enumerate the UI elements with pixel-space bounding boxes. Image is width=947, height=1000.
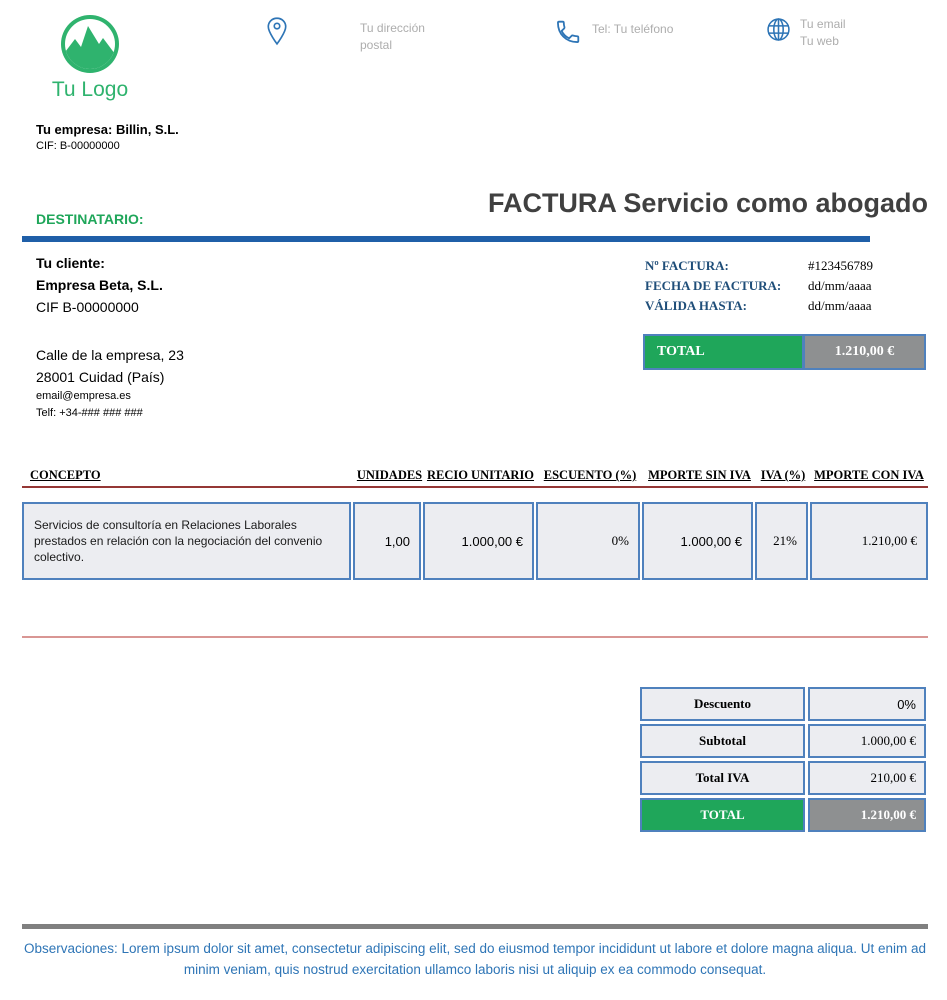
summary-row-total [640, 798, 926, 832]
client-label: Tu cliente: [36, 255, 105, 271]
header-importe-sin-iva: MPORTE SIN IVA [648, 468, 751, 482]
item-row [22, 502, 928, 580]
item-unidades: 1,00 [353, 502, 421, 580]
summary-subtotal-label: Subtotal [640, 724, 805, 758]
item-descuento: 0% [536, 502, 640, 580]
email-web-placeholder [800, 16, 846, 50]
client-phone: Telf: +34-### ### ### [36, 407, 143, 419]
location-pin-icon [266, 16, 288, 48]
title-rule [22, 236, 870, 242]
summary-row-descuento [640, 687, 926, 721]
header-iva: IVA (%) [760, 468, 806, 482]
summary-table [640, 687, 926, 835]
summary-total-iva-value: 210,00 € [808, 761, 926, 795]
invoice-date-value: dd/mm/aaaa [808, 278, 872, 293]
valid-until-value: dd/mm/aaaa [808, 298, 872, 313]
invoice-title: FACTURA Servicio como abogado [487, 188, 928, 218]
issuer-cif: CIF: B-00000000 [36, 140, 120, 152]
summary-total-label: TOTAL [640, 798, 805, 832]
phone-icon [554, 19, 581, 46]
client-address1: Calle de la empresa, 23 [36, 347, 184, 363]
item-iva: 21% [755, 502, 808, 580]
issuer-block [36, 122, 179, 152]
web-placeholder: Tu web [800, 34, 839, 48]
item-concepto: Servicios de consultoría en Relaciones Laborales prestados en relación con la negociación del convenio colectivo. [22, 502, 351, 580]
summary-descuento-label: Descuento [640, 687, 805, 721]
globe-icon [766, 17, 791, 42]
address-placeholder: Tu dirección postal [360, 21, 425, 52]
summary-total-value: 1.210,00 € [808, 798, 926, 832]
meta-row-number [645, 256, 873, 276]
item-importe-con-iva: 1.210,00 € [810, 502, 928, 580]
section-divider [22, 636, 928, 638]
issuer-name: Tu empresa: Billin, S.L. [36, 122, 179, 137]
header-concepto: CONCEPTO [30, 468, 101, 482]
total-box-value: 1.210,00 € [805, 336, 924, 368]
client-cif: CIF B-00000000 [36, 299, 139, 315]
client-name: Empresa Beta, S.L. [36, 277, 163, 293]
client-block [36, 252, 184, 422]
header-importe-con-iva: MPORTE CON IVA [814, 468, 924, 482]
total-highlight-box [643, 334, 926, 370]
summary-row-subtotal [640, 724, 926, 758]
items-table-header [22, 468, 928, 488]
item-importe-sin-iva: 1.000,00 € [642, 502, 753, 580]
company-logo [60, 14, 120, 74]
summary-descuento-value: 0% [808, 687, 926, 721]
valid-until-label: VÁLIDA HASTA: [645, 298, 747, 313]
phone-placeholder: Tel: Tu teléfono [592, 22, 674, 36]
invoice-number-label: Nº FACTURA: [645, 258, 729, 273]
logo-placeholder-text: Tu Logo [51, 78, 129, 101]
invoice-number-value: #123456789 [808, 258, 873, 273]
total-box-label: TOTAL [645, 336, 805, 368]
summary-row-total-iva [640, 761, 926, 795]
meta-row-date [645, 276, 873, 296]
item-precio-unitario: 1.000,00 € [423, 502, 534, 580]
header-unidades: UNIDADES [356, 468, 423, 482]
email-placeholder: Tu email [800, 17, 846, 31]
meta-row-valid-until [645, 296, 873, 316]
summary-subtotal-value: 1.000,00 € [808, 724, 926, 758]
recipient-label: DESTINATARIO: [36, 211, 144, 227]
observations-text: Observaciones: Lorem ipsum dolor sit amet, consectetur adipiscing elit, sed do eiusmod tempor incididunt ut labore et dolore magna aliqua. Ut enim ad minim veniam, quis nostrud exercitation ullamco laboris nisi ut aliquip ex ea commodo consequat. [24, 941, 926, 977]
invoice-date-label: FECHA DE FACTURA: [645, 278, 782, 293]
invoice-meta [645, 256, 873, 316]
footer-bar [22, 924, 928, 929]
header-precio-unitario: RECIO UNITARIO [426, 468, 535, 482]
header-descuento: ESCUENTO (%) [543, 468, 637, 482]
client-address2: 28001 Cuidad (País) [36, 369, 165, 385]
client-email: email@empresa.es [36, 390, 131, 402]
summary-total-iva-label: Total IVA [640, 761, 805, 795]
